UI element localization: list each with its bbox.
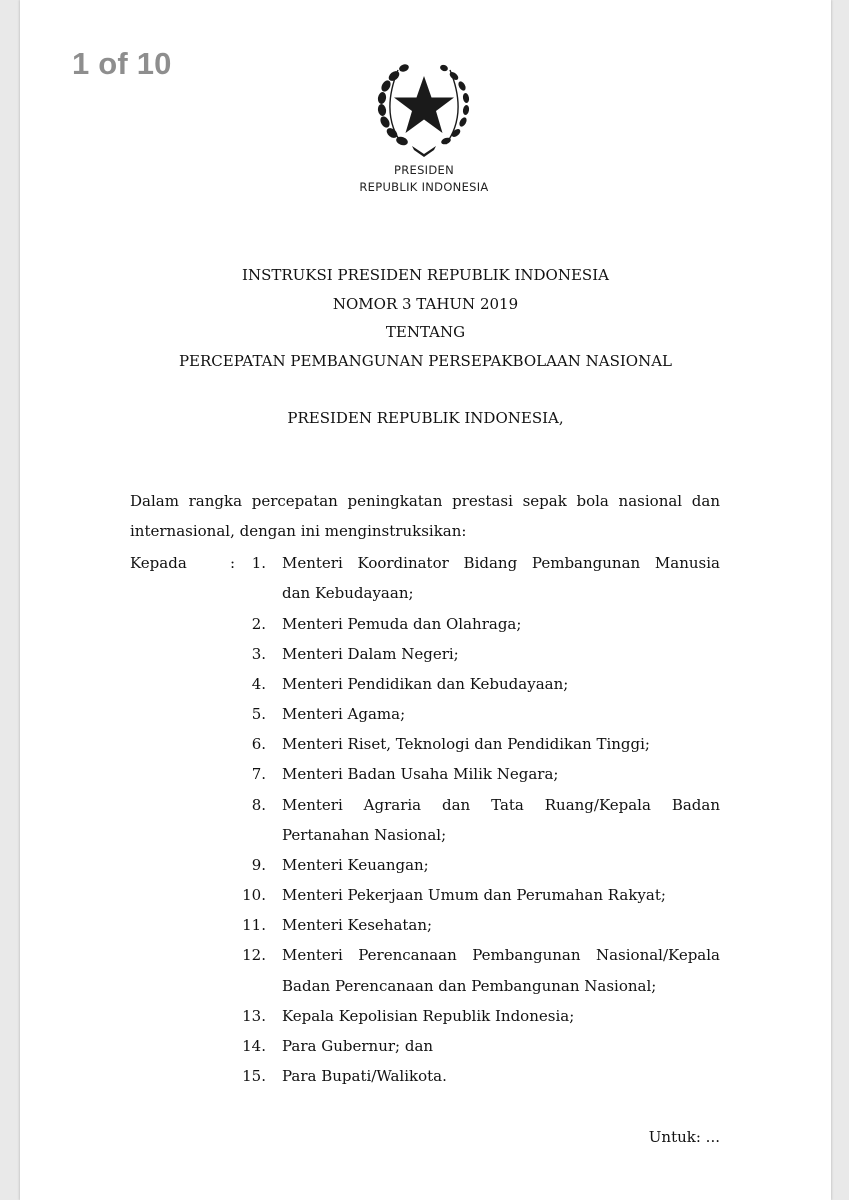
recipient-number: 13.	[242, 1007, 266, 1025]
recipient-text: Menteri Koordinator Bidang Pembangunan Manusia	[282, 554, 720, 572]
title-line-1: INSTRUKSI PRESIDEN REPUBLIK INDONESIA	[242, 266, 609, 284]
recipient-number: 6.	[251, 735, 266, 753]
recipient-text: Kepala Kepolisian Republik Indonesia;	[282, 1007, 575, 1025]
recipient-text: Menteri Kesehatan;	[282, 916, 433, 934]
recipient-text: Menteri Agraria dan Tata Ruang/Kepala Badan	[282, 796, 720, 814]
recipient-text: Menteri Pemuda dan Olahraga;	[282, 615, 522, 633]
recipient-number: 2.	[251, 615, 266, 633]
recipient-text: Para Gubernur; dan	[282, 1037, 434, 1055]
recipient-text: Menteri Pekerjaan Umum dan Perumahan Rakyat;	[282, 886, 666, 904]
continuation-marker: Untuk: ...	[648, 1128, 720, 1146]
kepada-colon: :	[230, 554, 236, 572]
intro-line-1: Dalam rangka percepatan peningkatan prestasi sepak bola nasional dan	[130, 492, 720, 510]
recipient-text: Menteri Badan Usaha Milik Negara;	[282, 765, 559, 783]
document-page	[20, 0, 831, 1200]
addresser: PRESIDEN REPUBLIK INDONESIA,	[287, 409, 564, 427]
recipient-number: 10.	[242, 886, 266, 904]
recipient-text: Menteri Keuangan;	[282, 856, 429, 874]
recipient-number: 11.	[242, 916, 266, 934]
intro-line-2: internasional, dengan ini menginstruksikan:	[130, 522, 467, 540]
presidential-star-emblem-icon	[372, 54, 476, 158]
page-indicator: 1 of 10	[72, 46, 172, 81]
letterhead-line-1: PRESIDEN	[393, 163, 454, 177]
recipient-number: 3.	[251, 645, 266, 663]
kepada-label: Kepada	[130, 554, 187, 572]
recipient-text: Menteri Perencanaan Pembangunan Nasional/Kepala	[282, 946, 720, 964]
title-line-3: TENTANG	[385, 323, 466, 341]
recipient-number: 9.	[251, 856, 266, 874]
recipient-number: 7.	[251, 765, 266, 783]
recipient-text: Menteri Pendidikan dan Kebudayaan;	[282, 675, 569, 693]
recipient-number: 14.	[242, 1037, 266, 1055]
recipient-number: 15.	[242, 1067, 266, 1085]
title-line-4: PERCEPATAN PEMBANGUNAN PERSEPAKBOLAAN NASIONAL	[178, 352, 673, 370]
recipient-text: Para Bupati/Walikota.	[282, 1067, 447, 1085]
recipient-number: 8.	[251, 796, 266, 814]
recipient-number: 5.	[251, 705, 266, 723]
recipient-text: Menteri Agama;	[282, 705, 406, 723]
recipient-text: dan Kebudayaan;	[282, 584, 414, 602]
recipient-text: Badan Perencanaan dan Pembangunan Nasional;	[282, 977, 657, 995]
recipient-text: Menteri Riset, Teknologi dan Pendidikan Tinggi;	[282, 735, 650, 753]
recipient-text: Pertanahan Nasional;	[282, 826, 447, 844]
recipient-text: Menteri Dalam Negeri;	[282, 645, 459, 663]
recipient-number: 12.	[242, 946, 266, 964]
recipient-number: 1.	[251, 554, 266, 572]
letterhead-line-2: REPUBLIK INDONESIA	[359, 180, 489, 194]
recipient-number: 4.	[251, 675, 266, 693]
title-line-2: NOMOR 3 TAHUN 2019	[332, 295, 519, 313]
